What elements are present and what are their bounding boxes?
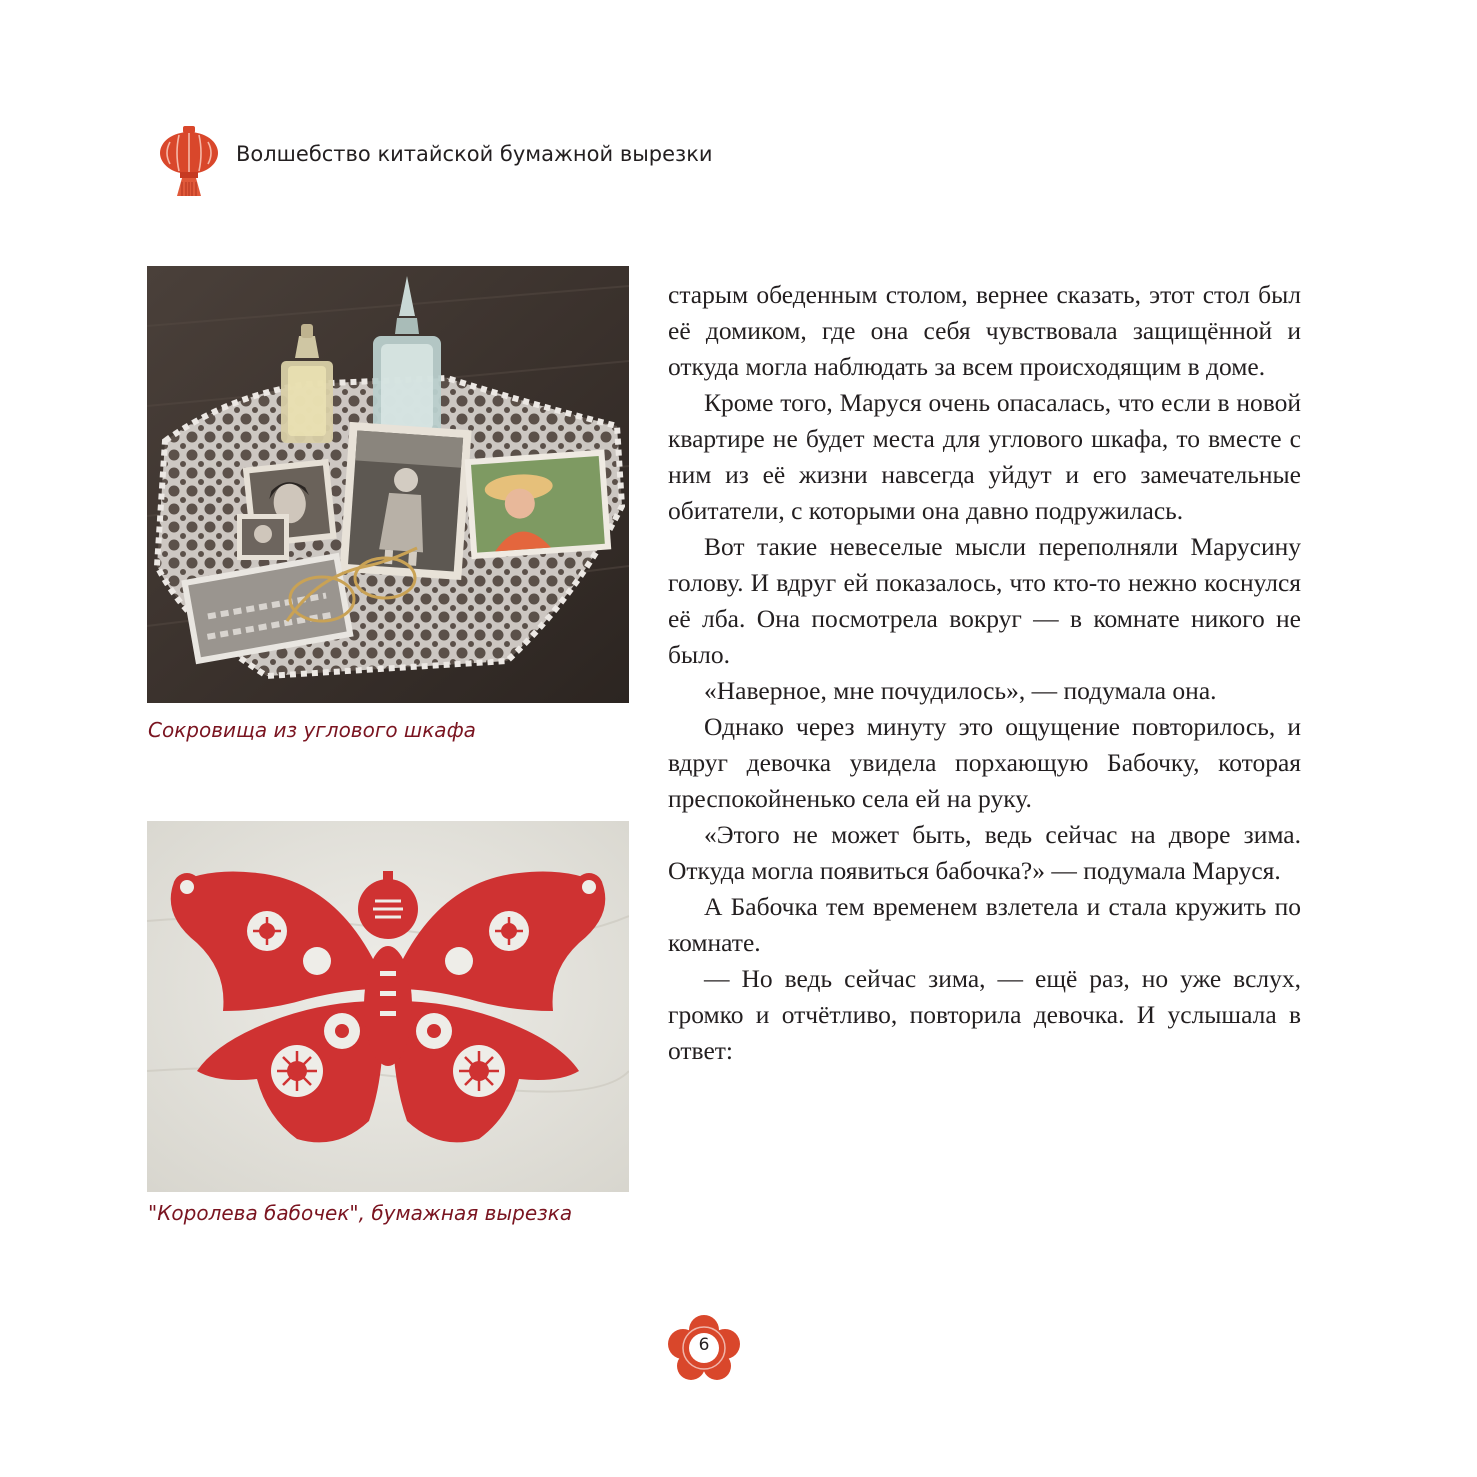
- paragraph: Однако через минуту это ощущение повторилось, и вдруг девочка увидела порхающую Бабочку, которая преспокойненько села ей на руку.: [668, 712, 1301, 813]
- figure-caption-1: Сокровища из углового шкафа: [148, 718, 476, 742]
- page-number-badge: [668, 1314, 740, 1380]
- paragraph: «Этого не может быть, ведь сейчас на дворе зима. Откуда могла появиться бабочка?» — подумала Маруся.: [668, 820, 1301, 885]
- paragraph: старым обеденным столом, вернее сказать, этот стол был её домиком, где она себя чувствовала защищённой и откуда могла наблюдать за всем происходящим в доме.: [668, 280, 1301, 381]
- paragraph: Кроме того, Маруся очень опасалась, что если в новой квартире не будет места для углового шкафа, то вместе с ним из её жизни навсегда уйдут и его замечательные обитатели, с которыми она давно подружилась.: [668, 388, 1301, 525]
- page-number: 6: [698, 1335, 710, 1355]
- paragraph: Вот такие невеселые мысли переполняли Марусину голову. И вдруг ей показалось, что кто-то нежно коснулся её лба. Она посмотрела вокруг — в комнате никого не было.: [668, 532, 1301, 669]
- running-header: [158, 126, 858, 196]
- figure-caption-2: "Королева бабочек", бумажная вырезка: [148, 1201, 573, 1225]
- photo-treasures: [147, 266, 629, 703]
- lantern-icon: [158, 126, 220, 196]
- photo-butterfly-papercut: [147, 821, 629, 1192]
- body-text: [668, 277, 1301, 1069]
- paragraph: А Бабочка тем временем взлетела и стала кружить по комнате.: [668, 892, 1301, 957]
- paragraph: — Но ведь сейчас зима, — ещё раз, но уже вслух, громко и отчётливо, повторила девочка. И услышала в ответ:: [668, 964, 1301, 1065]
- running-header-title: Волшебство китайской бумажной вырезки: [236, 142, 713, 166]
- paragraph: «Наверное, мне почудилось», — подумала она.: [704, 676, 1217, 705]
